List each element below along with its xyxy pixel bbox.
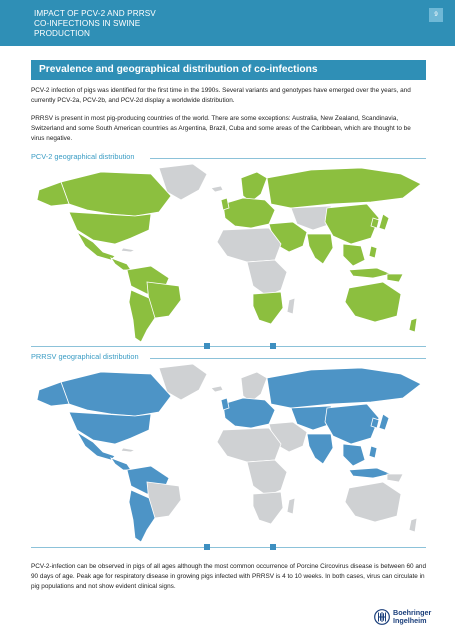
pcv2-region-europe: [223, 198, 275, 228]
logo-line-1: Boehringer: [393, 608, 432, 617]
prrsv-region-southern-africa: [253, 492, 283, 524]
pcv2-region-cuba: [121, 248, 135, 252]
pcv2-region-philippines: [369, 246, 377, 258]
prrsv-map-marker-left: [204, 544, 210, 550]
pcv2-region-russia: [267, 168, 421, 208]
prrsv-region-indonesia: [349, 468, 391, 478]
pcv2-map-bottom-rule: [31, 346, 426, 347]
section-title-bar: [31, 60, 426, 80]
header-title-line-1: IMPACT OF PCV-2 AND PRRSV: [34, 9, 156, 18]
prrsv-map-bottom-rule: [31, 547, 426, 548]
prrsv-region-papua: [387, 474, 403, 482]
page-header: [0, 0, 455, 46]
prrsv-region-central-america: [111, 458, 131, 470]
prrsv-region-southeast-asia: [343, 444, 365, 466]
header-title: [34, 9, 294, 39]
pcv2-region-north-africa: [217, 228, 281, 262]
prrsv-region-new-zealand: [409, 518, 417, 532]
pcv2-region-southeast-asia: [343, 244, 365, 266]
intro-paragraph-pcv2: PCV-2 infection of pigs was identified for the first time in the 1990s. Several variants and genotypes have emerged over the years, and currently PCV-2a, PCV-2b, and PCV-2d display a worldwide distribution.: [31, 87, 411, 104]
prrsv-region-scandinavia: [241, 372, 267, 402]
prrsv-region-north-africa: [217, 428, 281, 462]
boehringer-ingelheim-logo: [374, 606, 444, 634]
pcv2-region-papua: [387, 274, 403, 282]
pcv2-region-australia: [345, 282, 401, 322]
prrsv-region-madagascar: [287, 498, 295, 514]
prrsv-region-china: [325, 404, 379, 444]
prrsv-region-iceland: [211, 386, 223, 392]
boehringer-logo-icon: [374, 609, 390, 625]
pcv2-region-indonesia: [349, 268, 391, 278]
prrsv-region-cuba: [121, 448, 135, 452]
pcv2-region-central-africa: [247, 260, 287, 296]
section-title: Prevalence and geographical distribution of co-infections: [39, 64, 318, 75]
pcv2-heading-rule: [150, 158, 426, 159]
prrsv-region-europe: [223, 398, 275, 428]
prrsv-region-philippines: [369, 446, 377, 458]
pcv2-map-heading: PCV-2 geographical distribution: [31, 152, 135, 161]
pcv2-region-southern-africa: [253, 292, 283, 324]
pcv2-region-new-zealand: [409, 318, 417, 332]
prrsv-heading-rule: [150, 358, 426, 359]
pcv2-region-uk: [221, 198, 229, 210]
pcv2-map-marker-left: [204, 343, 210, 349]
logo-line-2: Ingelheim: [393, 616, 427, 625]
prrsv-region-canada: [61, 372, 171, 416]
pcv2-region-central-america: [111, 258, 131, 270]
pcv2-region-iceland: [211, 186, 223, 192]
pcv2-map-svg: [31, 160, 426, 345]
prrsv-region-uk: [221, 398, 229, 410]
prrsv-map-heading: PRRSV geographical distribution: [31, 352, 139, 361]
intro-paragraph-prrsv: PRRSV is present in most pig-producing countries of the world. There are some exceptions: Australia, New Zealand, Scandinavia, Switzerland and some South American countries as Argentina, Brazil, Cuba and some areas of the Caribbean, which are thought to be virus negative.: [31, 115, 411, 142]
prrsv-map-marker-right: [270, 544, 276, 550]
prrsv-region-russia: [267, 368, 421, 408]
prrsv-region-central-africa: [247, 460, 287, 496]
pcv2-region-canada: [61, 172, 171, 216]
pcv2-world-map: [31, 160, 426, 345]
prrsv-map-svg: [31, 360, 426, 545]
header-title-line-2: CO-INFECTIONS IN SWINE: [34, 19, 141, 28]
prrsv-region-india: [307, 434, 333, 464]
prrsv-region-australia: [345, 482, 401, 522]
pcv2-map-marker-right: [270, 343, 276, 349]
page-number: 9: [429, 8, 443, 22]
pcv2-region-scandinavia: [241, 172, 267, 202]
age-paragraph: PCV-2-infection can be observed in pigs of all ages although the most common occurrence of Porcine Circovirus disease is between 60 and 90 days of age. Peak age for respiratory disease in growing pigs infected with PRRSV is 4 to 10 weeks. In both cases, virus can circulate in pig populations and not show evident clinical signs.: [31, 563, 427, 590]
prrsv-region-japan: [379, 414, 389, 430]
pcv2-region-india: [307, 234, 333, 264]
pcv2-region-madagascar: [287, 298, 295, 314]
header-title-line-3: PRODUCTION: [34, 29, 91, 38]
prrsv-world-map: [31, 360, 426, 545]
logo-text: [393, 609, 431, 625]
pcv2-region-china: [325, 204, 379, 244]
pcv2-region-japan: [379, 214, 389, 230]
